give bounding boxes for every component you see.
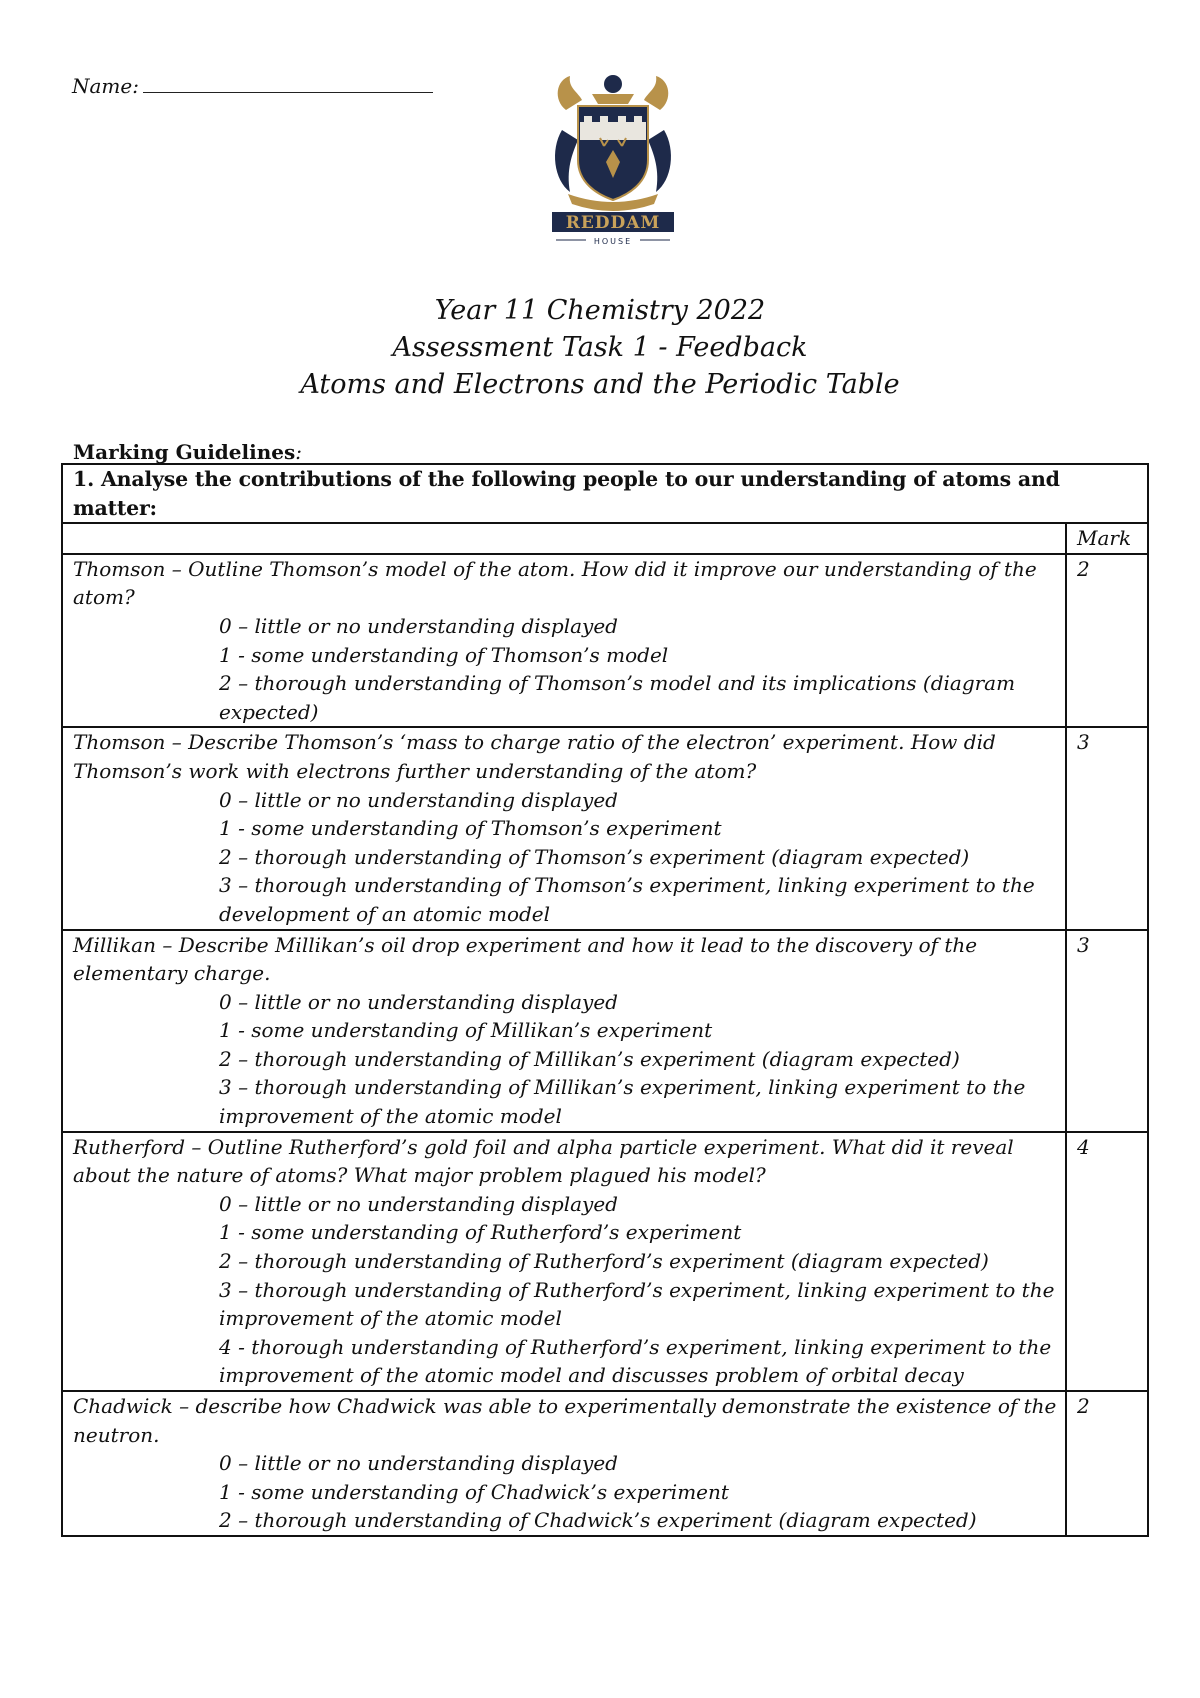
title-topic: Atoms and Electrons and the Periodic Table	[300, 369, 900, 400]
blank-header-cell	[62, 523, 1066, 554]
criterion-mark: 3	[1066, 930, 1148, 1132]
criterion-mark: 3	[1066, 727, 1148, 929]
criterion-levels	[73, 612, 1059, 726]
criterion-mark: 2	[1066, 554, 1148, 728]
criterion-cell	[62, 1132, 1066, 1391]
marking-rubric-table	[61, 463, 1149, 1537]
criterion-level: 3 – thorough understanding of Thomson’s experiment, linking experiment to the development of an atomic model	[219, 873, 1035, 926]
criterion-cell	[62, 727, 1066, 929]
criterion-level: 2 – thorough understanding of Rutherford’s experiment (diagram expected)	[219, 1249, 989, 1274]
criterion-description: Chadwick – describe how Chadwick was able to experimentally demonstrate the existence of the neutron.	[73, 1394, 1057, 1447]
criterion-level: 0 – little or no understanding displayed	[219, 787, 618, 812]
marking-guidelines-colon: :	[295, 440, 302, 464]
crest-school-sub: HOUSE	[593, 237, 633, 246]
criterion-level: 2 – thorough understanding of Chadwick’s experiment (diagram expected)	[219, 1508, 977, 1533]
criterion-row	[62, 727, 1148, 929]
criterion-row	[62, 1132, 1148, 1391]
criterion-level: 4 - thorough understanding of Rutherford’s experiment, linking experiment to the improvement of the atomic model and discusses problem of orbital decay	[219, 1334, 1052, 1388]
criterion-level: 0 – little or no understanding displayed	[219, 613, 618, 638]
criterion-cell	[62, 1391, 1066, 1536]
criterion-level: 1 - some understanding of Thomson’s model	[219, 642, 669, 667]
criterion-levels	[73, 1190, 1059, 1390]
criterion-levels	[73, 988, 1059, 1131]
school-crest-logo	[548, 70, 678, 246]
criterion-level: 2 – thorough understanding of Thomson’s model and its implications (diagram expected)	[219, 671, 1016, 724]
criterion-row	[62, 554, 1148, 728]
name-blank-line[interactable]	[143, 74, 433, 93]
criterion-level: 3 – thorough understanding of Millikan’s experiment, linking experiment to the improvement of the atomic model	[219, 1075, 1026, 1129]
criterion-level: 3 – thorough understanding of Rutherford’s experiment, linking experiment to the improvement of the atomic model	[219, 1277, 1055, 1331]
criterion-row	[62, 1391, 1148, 1536]
criterion-level: 1 - some understanding of Chadwick’s experiment	[219, 1479, 729, 1504]
criterion-level: 0 – little or no understanding displayed	[219, 1451, 618, 1476]
criterion-description: Millikan – Describe Millikan’s oil drop experiment and how it lead to the discovery of the elementary charge.	[73, 932, 978, 986]
criterion-level: 2 – thorough understanding of Millikan’s experiment (diagram expected)	[219, 1046, 960, 1071]
question-header-row	[62, 464, 1148, 523]
title-task: Assessment Task 1 - Feedback	[392, 332, 808, 363]
criterion-level: 0 – little or no understanding displayed	[219, 989, 618, 1014]
criterion-level: 1 - some understanding of Rutherford’s experiment	[219, 1220, 742, 1245]
marking-guidelines-heading	[73, 440, 302, 464]
mark-column-header: Mark	[1066, 523, 1148, 554]
question-text: 1. Analyse the contributions of the following people to our understanding of atoms and matter:	[62, 464, 1148, 523]
criterion-level: 0 – little or no understanding displayed	[219, 1191, 618, 1216]
criterion-mark: 4	[1066, 1132, 1148, 1391]
criterion-levels	[73, 1449, 1059, 1535]
criterion-row	[62, 930, 1148, 1132]
title-course: Year 11 Chemistry 2022	[434, 295, 766, 326]
name-label: Name:	[72, 74, 139, 98]
criterion-description: Thomson – Outline Thomson’s model of the atom. How did it improve our understanding of the atom?	[73, 556, 1037, 610]
criterion-mark: 2	[1066, 1391, 1148, 1536]
column-header-row	[62, 523, 1148, 554]
criterion-description: Thomson – Describe Thomson’s ‘mass to charge ratio of the electron’ experiment. How did Thomson’s work with electrons further understanding of the atom?	[73, 730, 996, 783]
criterion-levels	[73, 786, 1059, 929]
document-titles	[0, 292, 1200, 403]
marking-guidelines-label: Marking Guidelines	[73, 440, 296, 464]
criterion-level: 1 - some understanding of Thomson’s experiment	[219, 816, 722, 841]
crest-school-name: REDDAM	[565, 213, 661, 233]
criterion-cell	[62, 554, 1066, 728]
criterion-level: 1 - some understanding of Millikan’s experiment	[219, 1018, 713, 1043]
criterion-cell	[62, 930, 1066, 1132]
criterion-level: 2 – thorough understanding of Thomson’s experiment (diagram expected)	[219, 844, 970, 869]
criterion-description: Rutherford – Outline Rutherford’s gold foil and alpha particle experiment. What did it reveal about the nature of atoms? What major problem plagued his model?	[73, 1134, 1014, 1188]
name-field[interactable]	[72, 74, 433, 98]
